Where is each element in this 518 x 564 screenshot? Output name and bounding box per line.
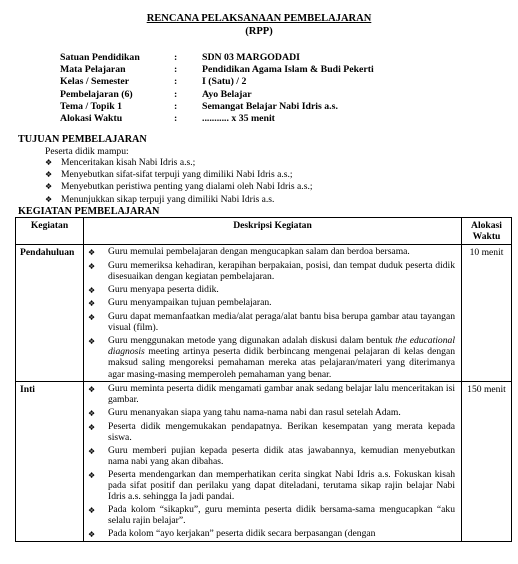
- header-kegiatan: Kegiatan: [16, 218, 84, 245]
- tujuan-item-text: Menunjukkan sikap terpuji yang dimiliki Nabi Idris a.s.: [61, 193, 275, 205]
- activity-text: Guru menggunakan metode yang digunakan adalah diskusi dalam bentuk the educational diagnosis meeting artinya peserta didik berbincang mengenai pelajaran di kelas dengan maksud saling mengoreksi pemahaman mereka atas pelajaran/materi yang diterimanya agar masing-masing memperoleh pemahaman yang benar.: [108, 334, 455, 380]
- activity-text: Guru memberi pujian kepada peserta didik atas jawabannya, kemudian menyebutkan nama nabi yang akan dibahas.: [108, 444, 455, 467]
- identity-row: [60, 64, 374, 76]
- activity-text: Guru memeriksa kehadiran, kerapihan berpakaian, posisi, dan tempat duduk peserta didik disesuaikan dengan kegiatan pembelajaran.: [108, 259, 455, 282]
- activity-text: Pada kolom “ayo kerjakan” peserta didik secara berpasangan (dengan: [108, 527, 376, 539]
- activity-text: Guru dapat memanfaatkan media/alat peraga/alat bantu bisa berupa gambar atau tayangan visual (film).: [108, 311, 455, 334]
- tujuan-item: [45, 169, 313, 181]
- diamond-bullet-icon: ❖: [88, 261, 96, 271]
- kegiatan-row: [16, 382, 512, 542]
- tujuan-item-text: Menyebutkan peristiwa penting yang dialami oleh Nabi Idris a.s.;: [61, 181, 313, 193]
- identity-colon: :: [174, 76, 178, 88]
- identity-colon: :: [174, 100, 178, 112]
- kegiatan-header-row: [16, 218, 512, 245]
- kegiatan-time: 10 menit: [462, 245, 512, 382]
- identity-table: [60, 52, 374, 125]
- diamond-bullet-icon: ❖: [45, 182, 53, 192]
- identity-row: [60, 113, 374, 125]
- activity-item: [88, 383, 455, 405]
- identity-value: Semangat Belajar Nabi Idris a.s.: [202, 100, 338, 112]
- diamond-bullet-icon: ❖: [88, 446, 96, 456]
- identity-colon: :: [174, 113, 178, 125]
- activity-text: Guru menanyakan siapa yang tahu nama-nama nabi dan rasul setelah Adam.: [108, 407, 401, 419]
- identity-value: Pendidikan Agama Islam & Budi Pekerti: [202, 64, 374, 76]
- activity-text: Guru memulai pembelajaran dengan mengucapkan salam dan berdoa bersama.: [108, 246, 410, 257]
- activity-item: [88, 504, 455, 526]
- activity-item: [88, 421, 455, 443]
- diamond-bullet-icon: ❖: [88, 336, 96, 346]
- kegiatan-heading: KEGIATAN PEMBELAJARAN: [18, 206, 160, 217]
- kegiatan-time: 150 menit: [462, 382, 512, 542]
- identity-key: Satuan Pendidikan: [60, 52, 140, 63]
- identity-value: I (Satu) / 2: [202, 76, 247, 88]
- kegiatan-row: [16, 245, 512, 382]
- tujuan-item-text: Menceritakan kisah Nabi Idris a.s.;: [61, 157, 196, 168]
- diamond-bullet-icon: ❖: [88, 505, 96, 515]
- activity-text: Guru menyampaikan tujuan pembelajaran.: [108, 297, 272, 309]
- kegiatan-description: [84, 382, 462, 542]
- identity-value: ........... x 35 menit: [202, 113, 275, 125]
- diamond-bullet-icon: ❖: [88, 299, 96, 309]
- activity-item: [88, 297, 455, 309]
- identity-row: [60, 52, 374, 64]
- activity-text: Guru menyapa peserta didik.: [108, 283, 219, 295]
- activity-text: Peserta mendengarkan dan memperhatikan cerita singkat Nabi Idris a.s. Fokuskan kisah pada sifat positif dan perilaku yang dapat diteladani, terutama sikap rajin belajar Nabi Idris a.s. sehingga Ia jadi pandai.: [108, 468, 455, 503]
- activity-text: Peserta didik mengemukakan pendapatnya. Berikan kesempatan yang merata kepada siswa.: [108, 420, 455, 444]
- identity-value: Ayo Belajar: [202, 88, 252, 100]
- tujuan-list: [45, 157, 313, 206]
- activity-text: Guru meminta peserta didik mengamati gambar anak sedang belajar lalu menceritakan isi gambar.: [108, 383, 455, 406]
- tujuan-item: [45, 181, 313, 193]
- document-title: RENCANA PELAKSANAAN PEMBELAJARAN: [146, 13, 372, 24]
- activity-item: [88, 445, 455, 467]
- identity-row: [60, 101, 374, 113]
- kegiatan-phase: Inti: [16, 382, 84, 542]
- tujuan-item: [45, 194, 313, 206]
- diamond-bullet-icon: ❖: [88, 285, 96, 295]
- activity-item: [88, 284, 455, 296]
- tujuan-item-text: Menyebutkan sifat-sifat terpuji yang dimiliki Nabi Idris a.s.;: [61, 169, 293, 181]
- identity-row: [60, 89, 374, 101]
- diamond-bullet-icon: ❖: [88, 385, 96, 395]
- activity-text-italic: the educational diagnosis: [108, 334, 455, 358]
- header-deskripsi: Deskripsi Kegiatan: [84, 218, 462, 245]
- diamond-bullet-icon: ❖: [88, 422, 96, 432]
- header-alokasi: Alokasi Waktu: [462, 218, 512, 245]
- activity-item: [88, 335, 455, 380]
- diamond-bullet-icon: ❖: [88, 313, 96, 323]
- diamond-bullet-icon: ❖: [45, 158, 53, 167]
- diamond-bullet-icon: ❖: [45, 194, 53, 204]
- activity-item: [88, 407, 455, 419]
- identity-value: SDN 03 MARGODADI: [202, 52, 300, 63]
- activity-item: [88, 260, 455, 282]
- activity-item: [88, 469, 455, 503]
- activity-item: [88, 528, 455, 540]
- identity-colon: :: [174, 64, 178, 76]
- identity-colon: :: [174, 52, 178, 63]
- identity-colon: :: [174, 88, 178, 100]
- kegiatan-description: [84, 245, 462, 382]
- kegiatan-phase: Pendahuluan: [16, 245, 84, 382]
- document-subtitle: (RPP): [245, 26, 273, 37]
- identity-key: Alokasi Waktu: [60, 113, 123, 125]
- kegiatan-table: [15, 217, 512, 542]
- diamond-bullet-icon: ❖: [88, 248, 96, 257]
- identity-key: Pembelajaran (6): [60, 88, 133, 100]
- activity-item: [88, 311, 455, 333]
- diamond-bullet-icon: ❖: [88, 529, 96, 539]
- tujuan-intro: Peserta didik mampu:: [45, 146, 129, 157]
- identity-key: Kelas / Semester: [60, 76, 130, 88]
- activity-item: [88, 246, 455, 258]
- activity-text: Pada kolom “sikapku”, guru meminta peserta didik bersama-sama mengucapkan “aku selalu rajin belajar”.: [108, 503, 455, 526]
- tujuan-item: [45, 157, 313, 169]
- identity-key: Tema / Topik 1: [60, 100, 122, 112]
- identity-key: Mata Pelajaran: [60, 64, 126, 76]
- diamond-bullet-icon: ❖: [88, 470, 96, 480]
- tujuan-heading: TUJUAN PEMBELAJARAN: [18, 134, 147, 145]
- diamond-bullet-icon: ❖: [45, 170, 53, 180]
- diamond-bullet-icon: ❖: [88, 409, 96, 419]
- identity-row: [60, 76, 374, 88]
